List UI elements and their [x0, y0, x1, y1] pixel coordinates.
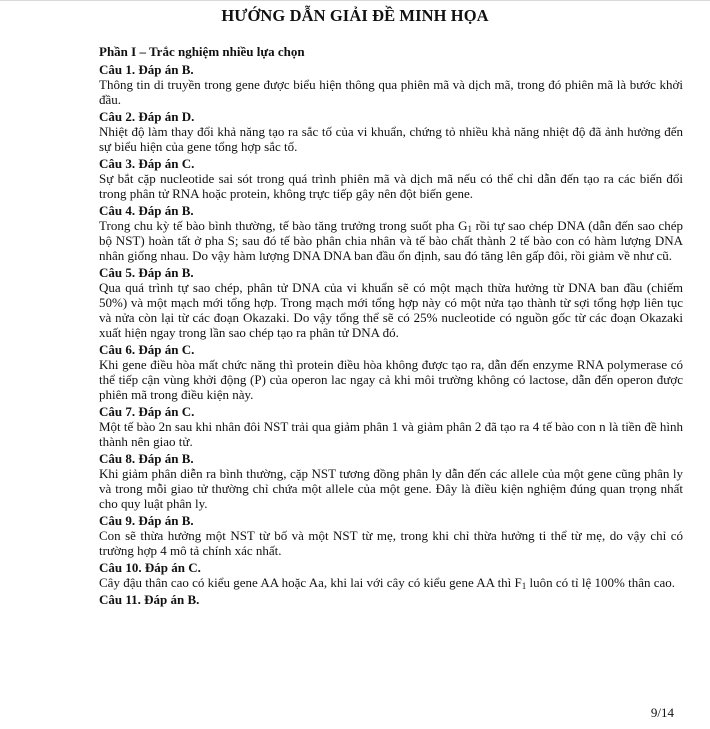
question-heading: Câu 11. Đáp án B.	[99, 592, 200, 607]
explanation-text: Trong chu kỳ tế bào bình thường, tế bào tăng trưởng trong suốt pha G	[99, 218, 468, 233]
question-9	[99, 513, 683, 558]
page-top-edge	[0, 0, 710, 1]
question-8	[99, 451, 683, 511]
page-number: 9/14	[650, 705, 674, 720]
question-heading: Câu 4. Đáp án B.	[99, 203, 194, 218]
question-heading: Câu 2. Đáp án D.	[99, 109, 195, 124]
question-explanation: Nhiệt độ làm thay đổi khả năng tạo ra sắc tố của vi khuẩn, chứng tỏ nhiều khả năng nhiệt độ đã ảnh hưởng đến sự biểu hiện của gene tổng hợp sắc tố.	[99, 124, 683, 154]
question-heading: Câu 6. Đáp án C.	[99, 342, 195, 357]
question-11	[99, 592, 683, 607]
subscript: 1	[521, 581, 527, 591]
question-explanation: Qua quá trình tự sao chép, phân tử DNA của vi khuẩn sẽ có một mạch thừa hưởng từ DNA ban đầu (chiếm 50%) và một mạch mới tổng hợp. Trong mạch mới tổng hợp này có một nửa tạo thành từ sợi tổng hợp liên tục và nửa còn lại từ các đoạn Okazaki. Do vậy tổng thể sẽ có 25% nucleotide có nguồn gốc từ các đoạn Okazaki xuất hiện ngay trong lần sao chép tạo ra phân tử DNA đó.	[99, 280, 683, 340]
question-heading: Câu 10. Đáp án C.	[99, 560, 201, 575]
question-heading: Câu 9. Đáp án B.	[99, 513, 194, 528]
question-explanation: Sự bắt cặp nucleotide sai sót trong quá trình phiên mã và dịch mã nếu có thể chỉ dẫn đến tạo ra các biến đổi trong phân tử RNA hoặc protein, không trực tiếp gây nên đột biến gene.	[99, 171, 683, 201]
explanation-text: luôn có tỉ lệ 100% thân cao.	[526, 575, 676, 590]
document-body	[99, 44, 683, 609]
question-explanation	[99, 575, 683, 590]
part-title: Phần I – Trắc nghiệm nhiều lựa chọn	[99, 44, 305, 59]
explanation-text: Cây đậu thân cao có kiểu gene AA hoặc Aa, khi lai với cây có kiểu gene AA thì F	[99, 575, 522, 590]
subscript: 1	[467, 224, 472, 234]
question-heading: Câu 8. Đáp án B.	[99, 451, 194, 466]
question-explanation	[99, 218, 683, 263]
explanation-text: rồi tự sao chép DNA (dẫn đến sao chép bộ NST) hoàn tất ở pha S; sau đó tế bào phân chia nhân và tế bào chất thành 2 tế bào con có hàm lượng DNA nhân giống nhau. Do vậy hàm lượng DNA DNA ban đầu ổn định, sau đó tăng lên gấp đôi, rồi giảm về như cũ.	[99, 218, 683, 263]
question-3	[99, 156, 683, 201]
question-explanation: Khi giảm phân diễn ra bình thường, cặp NST tương đồng phân ly dẫn đến các allele của một gene cũng phân ly và trong mỗi giao tử thường chỉ chứa một allele của một gene. Đây là điều kiện nghiệm đúng quan trọng nhất cho quy luật phân ly.	[99, 466, 683, 511]
question-explanation: Con sẽ thừa hưởng một NST từ bố và một NST từ mẹ, trong khi chỉ thừa hưởng ti thể từ mẹ, do vậy chỉ có trường hợp 4 mô tả chính xác nhất.	[99, 528, 683, 558]
question-explanation: Khi gene điều hòa mất chức năng thì protein điều hòa không được tạo ra, dẫn đến enzyme RNA polymerase có thể tiếp cận vùng khởi động (P) của operon lac ngay cả khi môi trường không có lactose, dẫn đến operon được phiên mã trong điều kiện này.	[99, 357, 683, 402]
question-heading: Câu 5. Đáp án B.	[99, 265, 194, 280]
question-4	[99, 203, 683, 263]
question-2	[99, 109, 683, 154]
question-heading: Câu 7. Đáp án C.	[99, 404, 195, 419]
question-heading: Câu 3. Đáp án C.	[99, 156, 195, 171]
question-explanation: Thông tin di truyền trong gene được biểu hiện thông qua phiên mã và dịch mã, trong đó phiên mã là bước khởi đầu.	[99, 77, 683, 107]
document-title: HƯỚNG DẪN GIẢI ĐỀ MINH HỌA	[221, 6, 489, 25]
question-explanation: Một tế bào 2n sau khi nhân đôi NST trải qua giảm phân 1 và giảm phân 2 đã tạo ra 4 tế bào con n là tiền đề hình thành nên giao tử.	[99, 419, 683, 449]
question-5	[99, 265, 683, 340]
question-6	[99, 342, 683, 402]
question-7	[99, 404, 683, 449]
question-1	[99, 62, 683, 107]
question-10	[99, 560, 683, 590]
question-heading: Câu 1. Đáp án B.	[99, 62, 194, 77]
